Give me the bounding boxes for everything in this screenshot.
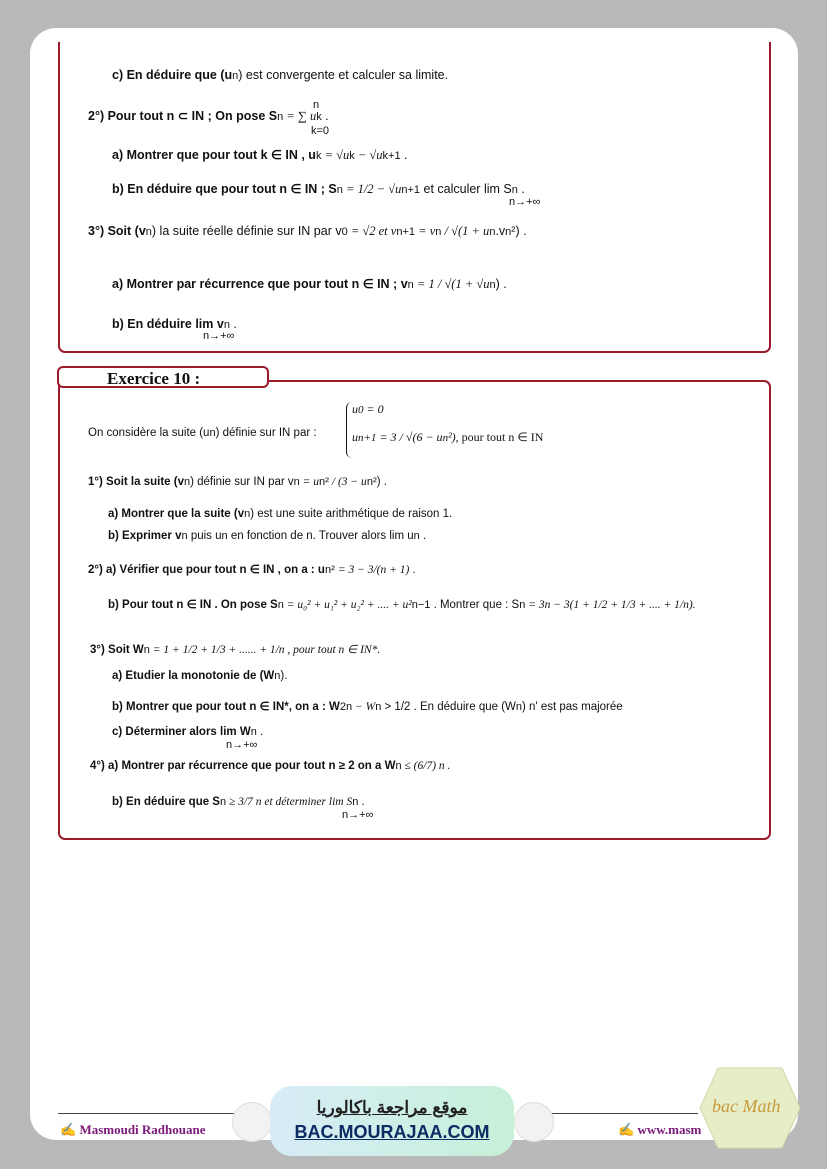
ex9-q2a: a) Montrer que pour tout k ∈ IN , uk = √uk − √uk+1 .: [112, 148, 408, 162]
ex9-c: c) En déduire que (un) est convergente et calculer sa limite.: [112, 68, 449, 82]
ex9-q3: 3°) Soit (vn) la suite réelle définie sur IN par v0 = √2 et vn+1 = vn / √(1 + un.vn²) .: [88, 224, 527, 238]
site-banner[interactable]: [270, 1086, 514, 1156]
lim-sub-3: n→+∞: [226, 739, 258, 751]
ex10-q3b: b) Montrer que pour tout n ∈ IN*, on a : W2n − Wn > 1/2 . En déduire que (Wn) n' est pas majorée: [112, 701, 623, 713]
ex10-q1: 1°) Soit la suite (vn) définie sur IN par vn = un² / (3 − un²) .: [88, 476, 387, 488]
ex10-q3a: a) Etudier la monotonie de (Wn).: [112, 670, 288, 682]
ex10-q4a: 4°) a) Montrer par récurrence que pour tout n ≥ 2 on a Wn ≤ (6/7) n .: [90, 760, 451, 772]
logo-bubble-left: [232, 1102, 272, 1142]
ex10-intro: On considère la suite (un) définie sur IN par :: [88, 427, 317, 439]
ex10-sys1: u0 = 0: [352, 402, 384, 416]
ex9-q2: 2°) Pour tout n ⊂ IN ; On pose Sn = ∑ uk .: [88, 109, 329, 123]
sum-upper: n: [313, 99, 320, 111]
footer-site: ✍ www.masm: [618, 1122, 702, 1137]
ex10-q1b: b) Exprimer vn puis un en fonction de n. Trouver alors lim un .: [108, 530, 427, 542]
exercise-9-box: [58, 42, 771, 353]
lim-sub-2: n→+∞: [203, 330, 235, 342]
ex10-q1a: a) Montrer que la suite (vn) est une suite arithmétique de raison 1.: [108, 508, 453, 520]
ex9-q3b: b) En déduire lim vn .: [112, 317, 237, 331]
ex10-sys2: un+1 = 3 / √(6 − un²), pour tout n ∈ IN: [352, 430, 544, 444]
ex10-q2b: b) Pour tout n ∈ IN . On pose Sn = u₀² + u₁² + u₂² + .... + u²n−1 . Montrer que : Sn = 3n − 3(1 + 1/2 + 1/3 + .... + 1/n).: [108, 599, 696, 611]
banner-arabic: موقع مراجعة باكالوريا: [316, 1098, 468, 1117]
lim-sub-4: n→+∞: [342, 809, 374, 821]
exercise-10-title: Exercice 10 :: [57, 366, 269, 388]
ex10-q3c: c) Déterminer alors lim Wn .: [112, 726, 264, 738]
sum-lower: k=0: [311, 125, 330, 137]
ex10-q3: 3°) Soit Wn = 1 + 1/2 + 1/3 + ...... + 1/n , pour tout n ∈ IN*.: [90, 644, 381, 656]
banner-url[interactable]: BAC.MOURAJAA.COM: [294, 1122, 490, 1142]
logo-bubble-right: [514, 1102, 554, 1142]
logo-text: bac Math: [712, 1096, 781, 1116]
ex10-q4b: b) En déduire que Sn ≥ 3/7 n et déterminer lim Sn .: [112, 796, 365, 808]
lim-sub-1: n→+∞: [509, 196, 541, 208]
ex9-q2b: b) En déduire que pour tout n ∈ IN ; Sn = 1/2 − √un+1 et calculer lim Sn .: [112, 182, 525, 196]
ex9-q3a: a) Montrer par récurrence que pour tout n ∈ IN ; vn = 1 / √(1 + √un) .: [112, 277, 507, 291]
footer-author: ✍ Masmoudi Radhouane: [60, 1122, 206, 1137]
ex10-q2a: 2°) a) Vérifier que pour tout n ∈ IN , on a : un² = 3 − 3/(n + 1) .: [88, 564, 416, 576]
